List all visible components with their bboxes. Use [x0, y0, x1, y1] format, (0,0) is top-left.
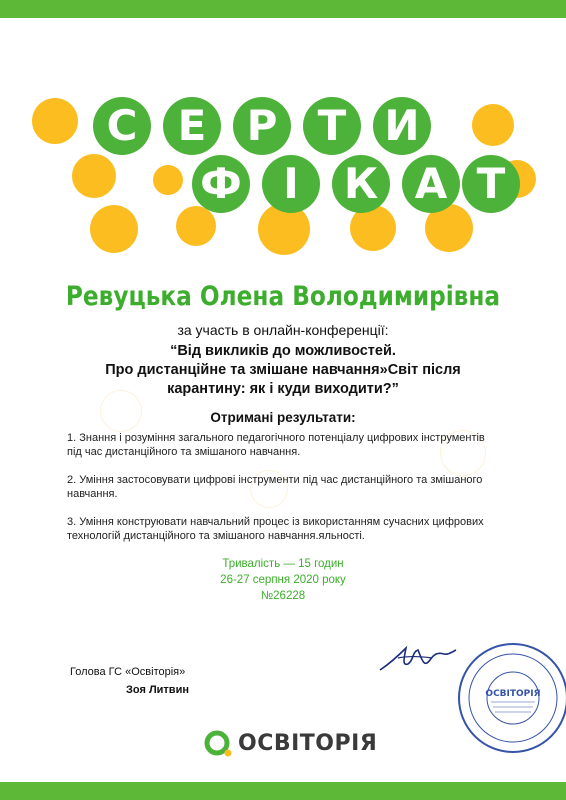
- decor-dot: [153, 165, 183, 195]
- title-letter: Р: [233, 97, 291, 155]
- title-letter: С: [93, 97, 151, 155]
- title-letter: Т: [303, 97, 361, 155]
- title-letter: И: [373, 97, 431, 155]
- result-item: 1. Знання і розуміння загального педагогічного потенціалу цифрових інструментів під час дистанційного та змішаного навчання.: [67, 432, 485, 458]
- signature: [378, 640, 458, 676]
- result-item: 3. Уміння конструювати навчальний процес із використанням сучасних цифрових технологій дистанційного та змішаного навчання.яльності.: [67, 516, 484, 542]
- stamp-seal: [455, 640, 566, 756]
- signatory-title: Голова ГС «Освіторія»: [70, 666, 186, 678]
- conference-line: Про дистанційне та змішане навчання»Світ після: [105, 362, 461, 378]
- dates: 26-27 серпня 2020 року: [220, 574, 346, 586]
- title-letter: І: [262, 155, 320, 213]
- conference-line: карантину: як і куди виходити?”: [167, 381, 399, 397]
- bottom-green-band: [0, 782, 566, 800]
- signatory-name: Зоя Литвин: [126, 684, 189, 696]
- duration: Тривалість — 15 годин: [222, 558, 344, 570]
- decor-dot: [472, 104, 514, 146]
- decor-dot: [32, 98, 78, 144]
- recipient-name: Ревуцька Олена Володимирівна: [65, 281, 501, 312]
- title-letter: А: [402, 155, 460, 213]
- conference-title: [0, 342, 566, 399]
- certificate-number: №26228: [260, 590, 306, 602]
- decor-dot: [72, 154, 116, 198]
- results-title: Отримані результати:: [210, 410, 356, 425]
- participation-text: за участь в онлайн-конференції:: [177, 322, 389, 338]
- title-letter: Т: [462, 155, 520, 213]
- title-letter: К: [332, 155, 390, 213]
- stamp-text: ОСВІТОРІЯ: [485, 689, 541, 699]
- logo-text: ОСВІТОРІЯ: [238, 730, 378, 756]
- title-letter: Ф: [192, 155, 250, 213]
- osvitoria-logo-icon: [204, 729, 232, 757]
- conference-line: “Від викликів до можливостей.: [170, 343, 396, 359]
- decor-dot: [90, 205, 138, 253]
- osvitoria-logo: [204, 723, 377, 763]
- result-item: 2. Уміння застосовувати цифрові інструменти під час дистанційного та змішаного навчання.: [67, 474, 483, 500]
- title-letter: Е: [163, 97, 221, 155]
- top-green-band: [0, 0, 566, 18]
